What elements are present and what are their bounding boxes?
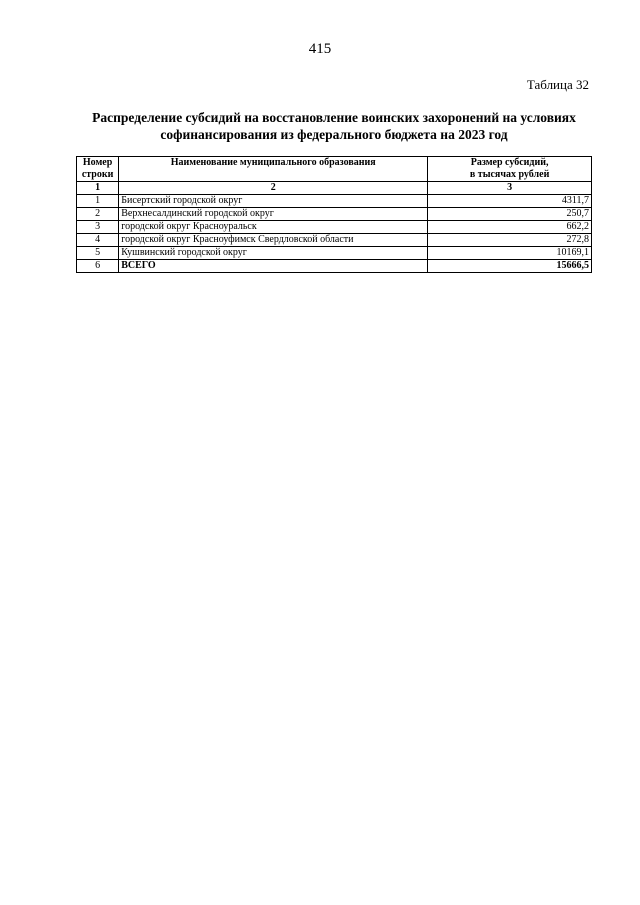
- page-number: 415: [308, 41, 332, 57]
- column-number-2: 2: [119, 182, 428, 195]
- table-row: [77, 208, 592, 221]
- header-municipality: [119, 157, 428, 182]
- document-title: [76, 109, 592, 143]
- row-amount: 10169,1: [428, 247, 592, 260]
- title-line-1: Распределение субсидий на восстановление воинских захоронений на условиях: [92, 110, 576, 125]
- title-line-2: софинансирования из федерального бюджета на 2023 год: [160, 127, 508, 142]
- total-row-number: 6: [77, 260, 119, 273]
- table-header-row: [77, 157, 592, 182]
- row-amount: 272,8: [428, 234, 592, 247]
- table-label: Таблица 32: [526, 77, 589, 92]
- row-municipality: Верхнесалдинский городской округ: [119, 208, 428, 221]
- row-municipality: Кушвинский городской округ: [119, 247, 428, 260]
- header-row-number-line1: Номер: [82, 157, 113, 168]
- header-amount-line1: Размер субсидий,: [470, 157, 549, 168]
- row-municipality: городской округ Красноуральск: [119, 221, 428, 234]
- row-number: 5: [77, 247, 119, 260]
- table-row: [77, 195, 592, 208]
- row-municipality: городской округ Красноуфимск Свердловской области: [119, 234, 428, 247]
- column-number-row: [77, 182, 592, 195]
- header-row-number: [77, 157, 119, 182]
- row-amount: 250,7: [428, 208, 592, 221]
- row-number: 3: [77, 221, 119, 234]
- header-municipality-label: Наименование муниципального образования: [170, 157, 376, 168]
- column-number-3: 3: [428, 182, 592, 195]
- row-number: 1: [77, 195, 119, 208]
- row-amount: 4311,7: [428, 195, 592, 208]
- header-row-number-line2: строки: [81, 169, 114, 180]
- table-row: [77, 234, 592, 247]
- row-amount: 662,2: [428, 221, 592, 234]
- row-number: 2: [77, 208, 119, 221]
- column-number-1: 1: [77, 182, 119, 195]
- row-number: 4: [77, 234, 119, 247]
- table-row: [77, 247, 592, 260]
- row-municipality: Бисертский городской округ: [119, 195, 428, 208]
- subsidy-table: [76, 156, 592, 273]
- header-amount: [428, 157, 592, 182]
- table-row: [77, 221, 592, 234]
- table-total-row: [77, 260, 592, 273]
- header-amount-line2: в тысячах рублей: [469, 169, 550, 180]
- total-label: ВСЕГО: [119, 260, 428, 273]
- total-amount: 15666,5: [428, 260, 592, 273]
